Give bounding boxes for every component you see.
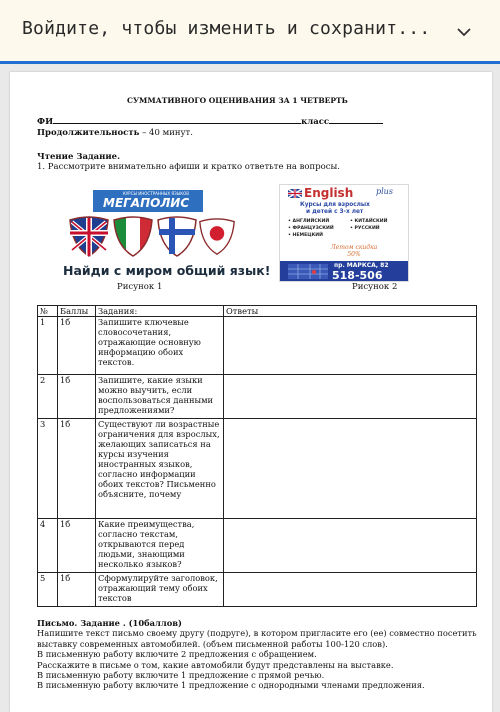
fio-label: ФИ xyxy=(37,117,54,127)
poster-2-discount xyxy=(324,244,384,258)
duration-value: – 40 минут. xyxy=(142,128,193,138)
poster-2-discount-value: 50% xyxy=(347,251,361,258)
poster-2-contact-bar xyxy=(280,261,408,281)
fio-blank xyxy=(53,116,301,124)
row-number: 5 xyxy=(38,573,58,607)
writing-line: Напишите текст письмо своему другу (подруге), в котором пригласите его (ее) совместно посетить xyxy=(37,628,477,639)
row-task: Запишите ключевые словосочетания, отражающие основную информацию обоих текстов. xyxy=(96,317,224,375)
table-row xyxy=(38,419,477,519)
writing-heading: Письмо. Задание . (10баллов) xyxy=(37,618,182,628)
table-row xyxy=(38,317,477,375)
row-answer-cell[interactable] xyxy=(224,317,477,375)
header-answers: Ответы xyxy=(224,306,477,317)
duration-line xyxy=(37,128,193,138)
poster-2-language: • КИТАЙСКИЙ xyxy=(350,219,388,224)
poster-2-brand-suffix: plus xyxy=(376,187,393,196)
chevron-down-icon[interactable] xyxy=(456,24,472,40)
row-task: Запишите, какие языки можно выучить, если воспользоваться данными предложениями? xyxy=(96,375,224,419)
document-page xyxy=(10,72,492,712)
login-banner[interactable] xyxy=(0,0,500,64)
row-number: 2 xyxy=(38,375,58,419)
header-tasks: Задания: xyxy=(96,306,224,317)
table-row xyxy=(38,519,477,573)
header-points: Баллы xyxy=(58,306,96,317)
row-points: 1б xyxy=(58,573,96,607)
writing-task xyxy=(37,618,477,691)
row-number: 1 xyxy=(38,317,58,375)
reading-heading: Чтение Задание. xyxy=(37,152,121,162)
italy-flag-tongue-icon xyxy=(112,216,154,258)
map-grid-icon xyxy=(288,264,328,279)
poster-2-subtitle-2: и детей с 3-х лет xyxy=(306,209,364,215)
table-row xyxy=(38,375,477,419)
writing-line: выставку современных автомобилей. (объем письменной работы 100-120 слов). xyxy=(37,638,388,649)
row-answer-cell[interactable] xyxy=(224,419,477,519)
poster-2-language: • НЕМЕЦКИЙ xyxy=(288,233,323,238)
row-points: 1б xyxy=(58,317,96,375)
writing-line: В письменную работу включите 1 предложение с прямой речью. xyxy=(37,670,325,681)
figure-1-caption: Рисунок 1 xyxy=(117,282,163,292)
poster-1-small-text: КУРСЫ ИНОСТРАННЫХ ЯЗЫКОВ xyxy=(123,191,189,196)
poster-2-language: • РУССКИЙ xyxy=(350,226,380,231)
poster-2 xyxy=(279,184,409,282)
header-number: № xyxy=(38,306,58,317)
row-number: 4 xyxy=(38,519,58,573)
writing-line: Расскажите в письме о том, какие автомобили будут представлены на выставке. xyxy=(37,659,394,670)
row-points: 1б xyxy=(58,375,96,419)
poster-2-discount-line: Летом скидка xyxy=(330,244,378,251)
banner-title: Войдите, чтобы изменить и сохранит... xyxy=(22,18,431,39)
poster-2-language: • АНГЛИЙСКИЙ xyxy=(288,219,330,224)
table-header-row xyxy=(38,306,477,317)
finland-flag-tongue-icon xyxy=(156,216,198,258)
poster-1-brand: МЕГАПОЛИС xyxy=(103,196,190,210)
tasks-table xyxy=(37,305,477,607)
fio-line xyxy=(37,116,383,127)
poster-2-subtitle-1: Курсы для взрослых xyxy=(300,202,370,208)
poster-1-header xyxy=(93,190,203,212)
class-label: класс xyxy=(301,117,330,127)
row-number: 3 xyxy=(38,419,58,519)
uk-flag-icon xyxy=(288,189,302,198)
class-blank xyxy=(329,116,383,124)
row-answer-cell[interactable] xyxy=(224,375,477,419)
row-answer-cell[interactable] xyxy=(224,519,477,573)
row-points: 1б xyxy=(58,419,96,519)
row-task: Какие преимущества, согласно текстам, открываются перед людьми, знающими несколько языков? xyxy=(96,519,224,573)
writing-line: В письменную работу включите 2 предложения с обращением. xyxy=(37,649,317,660)
poster-1-slogan: Найди с миром общий язык! xyxy=(63,263,271,278)
poster-2-brand: English xyxy=(304,186,354,200)
uk-flag-tongue-icon xyxy=(68,216,110,258)
row-answer-cell[interactable] xyxy=(224,573,477,607)
duration-label: Продолжительность xyxy=(37,128,140,138)
row-task: Существуют ли возрастные ограничения для взрослых, желающих записаться на курсы изучения иностранных языков, согласно информации обоих текстов? Письменно объясните, почему xyxy=(96,419,224,519)
poster-2-phone: 518-506 xyxy=(332,269,383,282)
poster-1 xyxy=(60,184,271,280)
writing-line: В письменную работу включите 1 предложение с однородными членами предложения. xyxy=(37,680,425,691)
poster-2-language: • ФРАНЦУЗСКИЙ xyxy=(288,226,334,231)
row-points: 1б xyxy=(58,519,96,573)
row-task: Сформулируйте заголовок, отражающий тему обоих текстов xyxy=(96,573,224,607)
table-row xyxy=(38,573,477,607)
figure-2-caption: Рисунок 2 xyxy=(352,282,398,292)
japan-flag-tongue-icon xyxy=(198,216,236,258)
poster-2-address: пр. МАРКСА, 82 xyxy=(334,262,389,269)
reading-instruction: 1. Рассмотрите внимательно афиши и кратко ответьте на вопросы. xyxy=(37,162,340,172)
document-title: СУММАТИВНОГО ОЦЕНИВАНИЯ ЗА 1 ЧЕТВЕРТЬ xyxy=(127,96,348,105)
